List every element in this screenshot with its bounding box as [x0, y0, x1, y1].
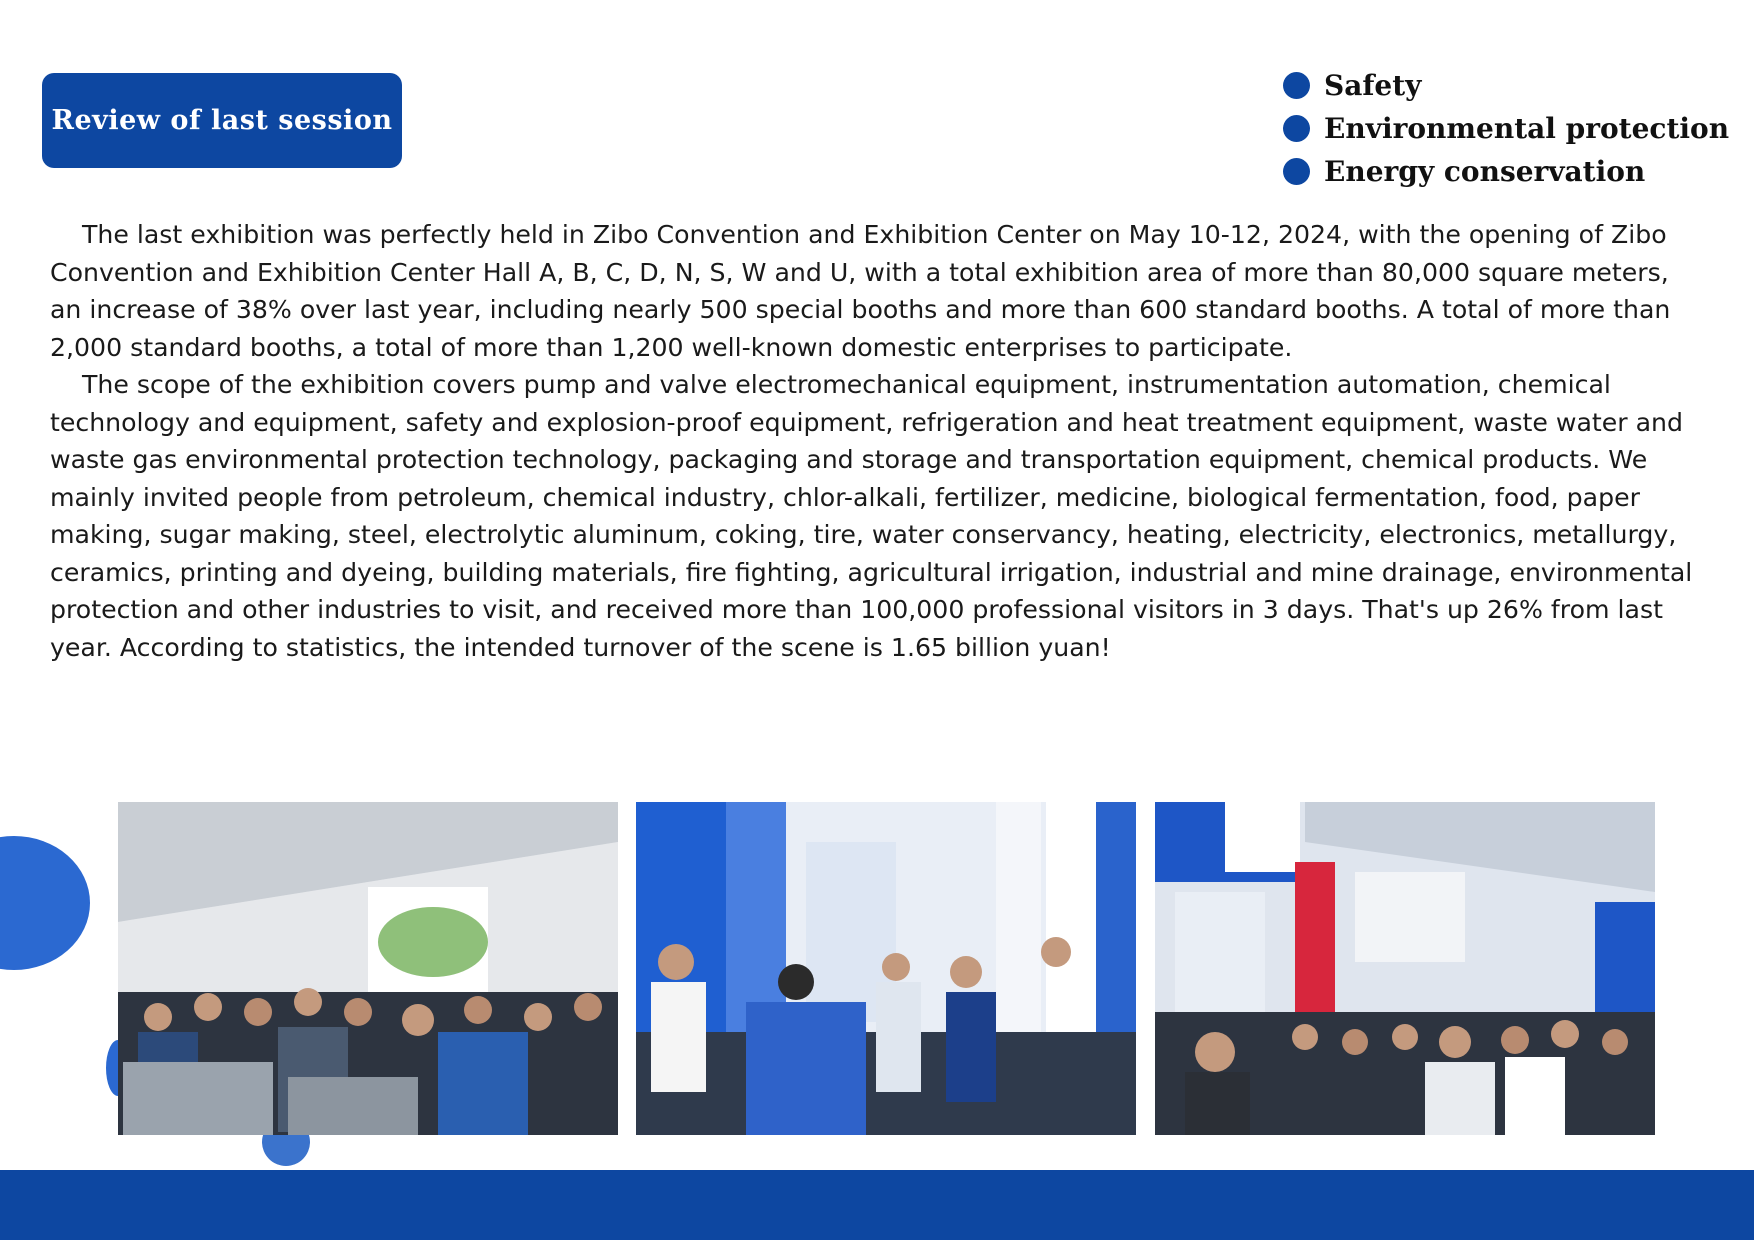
topic-label: Environmental protection [1324, 112, 1730, 145]
body-text [50, 216, 1700, 666]
topic-label: Energy conservation [1324, 155, 1646, 188]
crowd-entrance-turnstile-photo [118, 802, 618, 1135]
topic-item-environmental-protection [1283, 107, 1729, 150]
bullet-dot-icon [1283, 115, 1310, 142]
paragraph-exhibition-scope: The scope of the exhibition covers pump and valve electromechanical equipment, instrumentation automation, chemical technology and equipment, safety and explosion-proof equipment, refrigeration and heat treatment equipment, waste water and waste gas environmental protection technology, packaging and storage and transportation equipment, chemical products. We mainly invited people from petroleum, chemical industry, chlor-alkali, fertilizer, medicine, biological fermentation, food, paper making, sugar making, steel, electrolytic aluminum, coking, tire, water conservancy, heating, electricity, electronics, metallurgy, ceramics, printing and dyeing, building materials, fire fighting, agricultural irrigation, industrial and mine drainage, environmental protection and other industries to visit, and received more than 100,000 professional visitors in 3 days. That's up 26% from last year. According to statistics, the intended turnover of the scene is 1.65 billion yuan! [50, 370, 1693, 662]
topic-list [1283, 64, 1729, 193]
section-badge [42, 73, 402, 168]
photo-entrance-crowd [118, 802, 618, 1135]
bullet-dot-icon [1283, 72, 1310, 99]
photo-exhibition-aisle [636, 802, 1136, 1135]
section-title: Review of last session [51, 105, 393, 136]
crowd-exhibition-aisle-photo [636, 802, 1136, 1135]
crowd-exhibition-hall-photo [1155, 802, 1655, 1135]
decorative-circle [0, 836, 90, 970]
photo-exhibition-hall [1155, 802, 1655, 1135]
paragraph-exhibition-summary: The last exhibition was perfectly held in Zibo Convention and Exhibition Center on May 10-12, 2024, with the opening of Zibo Convention and Exhibition Center Hall A, B, C, D, N, S, W and U, with a total exhibition area of more than 80,000 square meters, an increase of 38% over last year, including nearly 500 special booths and more than 600 standard booths. A total of more than 2,000 standard booths, a total of more than 1,200 well-known domestic enterprises to participate. [50, 220, 1671, 362]
topic-item-safety [1283, 64, 1729, 107]
bullet-dot-icon [1283, 158, 1310, 185]
topic-label: Safety [1324, 69, 1422, 102]
topic-item-energy-conservation [1283, 150, 1729, 193]
footer-bar [0, 1170, 1754, 1240]
